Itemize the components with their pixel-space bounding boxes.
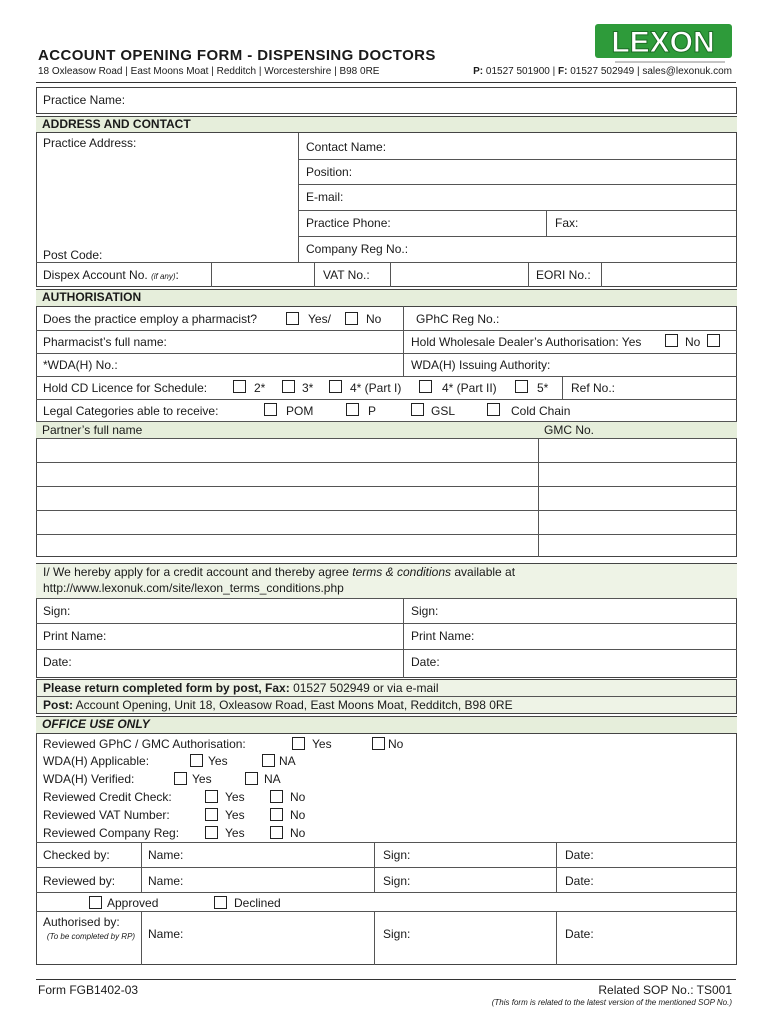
sign-label-1: Sign: [43, 604, 71, 618]
sched-3-checkbox[interactable] [282, 380, 295, 393]
practice-phone-label: Practice Phone: [306, 216, 391, 230]
checked-by-label: Checked by: [43, 848, 110, 862]
date-label-2: Date: [411, 655, 440, 669]
company-yes-label: Yes [225, 826, 245, 840]
vat-no-label: No [290, 808, 306, 822]
company-contact: P: 01527 501900 | F: 01527 502949 | sales@lexonuk.com [473, 66, 732, 77]
credit-yes-label: Yes [225, 790, 245, 804]
pom-checkbox[interactable] [264, 403, 277, 416]
gphc-yes-checkbox[interactable] [292, 737, 305, 750]
header-rule [36, 82, 736, 83]
form-number: Form FGB1402-03 [38, 983, 139, 997]
return-line-2: Post: Account Opening, Unit 18, Oxleasow Road, East Moons Moat, Redditch, B98 0RE [43, 698, 513, 712]
address-heading: ADDRESS AND CONTACT [36, 116, 737, 133]
gmc-col-label: GMC No. [544, 423, 595, 437]
wda-applicable-yes-label: Yes [208, 754, 228, 768]
gphc-no-label: No [388, 737, 404, 751]
vat-number-label: Reviewed VAT Number: [43, 808, 170, 822]
wda-applicable-yes-checkbox[interactable] [190, 754, 203, 767]
print-name-label-2: Print Name: [411, 629, 475, 643]
gphc-no-checkbox[interactable] [372, 737, 385, 750]
wda-verified-yes-label: Yes [192, 772, 212, 786]
wda-verified-na-label: NA [264, 772, 281, 786]
checked-name-label: Name: [148, 848, 184, 862]
reviewed-name-label: Name: [148, 874, 184, 888]
company-reg-review-label: Reviewed Company Reg: [43, 826, 180, 840]
wda-verified-yes-checkbox[interactable] [174, 772, 187, 785]
authorised-by-label: Authorised by: [43, 915, 120, 929]
sched-5-label: 5* [537, 381, 549, 395]
sign-label-2: Sign: [411, 604, 439, 618]
legal-categories-label: Legal Categories able to receive: [43, 404, 219, 418]
company-reg-label: Company Reg No.: [306, 242, 409, 256]
office-heading: OFFICE USE ONLY [36, 716, 737, 734]
credit-no-checkbox[interactable] [270, 790, 283, 803]
eori-label: EORI No.: [536, 268, 591, 282]
sched-4-part2-checkbox[interactable] [419, 380, 432, 393]
authorised-sign-label: Sign: [383, 927, 411, 941]
cd-licence-label: Hold CD Licence for Schedule: [43, 381, 208, 395]
wda-applicable-na-label: NA [279, 754, 296, 768]
gsl-checkbox[interactable] [411, 403, 424, 416]
print-name-label-1: Print Name: [43, 629, 107, 643]
pharmacist-name-label: Pharmacist’s full name: [43, 335, 167, 349]
approved-checkbox[interactable] [89, 896, 102, 909]
vat-yes-label: Yes [225, 808, 245, 822]
checked-date-label: Date: [565, 848, 594, 862]
svg-text:LEXON: LEXON [611, 26, 715, 59]
sched-4-part1-checkbox[interactable] [329, 380, 342, 393]
sop-note: (This form is related to the latest version of the mentioned SOP No.) [491, 998, 732, 1007]
wholesale-no-checkbox[interactable] [707, 334, 720, 347]
credit-yes-checkbox[interactable] [205, 790, 218, 803]
gphc-label: GPhC Reg No.: [416, 312, 500, 326]
company-yes-checkbox[interactable] [205, 826, 218, 839]
pharmacist-yes-label: Yes/ [308, 312, 331, 326]
pharmacist-no-label: No [366, 312, 382, 326]
lexon-logo [595, 22, 732, 64]
sched-2-checkbox[interactable] [233, 380, 246, 393]
reviewed-date-label: Date: [565, 874, 594, 888]
agreement-text: I/ We hereby apply for a credit account and thereby agree terms & conditions available at [43, 565, 516, 579]
dispex-label: Dispex Account No. (if any): [43, 268, 179, 282]
declined-label: Declined [234, 896, 281, 910]
return-line-1: Please return completed form by post, Fax: 01527 502949 or via e-mail [43, 681, 439, 695]
practice-address-label: Practice Address: [43, 136, 137, 150]
sched-2-label: 2* [254, 381, 266, 395]
company-no-label: No [290, 826, 306, 840]
rp-note: (To be completed by RP) [46, 932, 136, 941]
practice-name-label: Practice Name: [43, 93, 126, 107]
cold-chain-checkbox[interactable] [487, 403, 500, 416]
declined-checkbox[interactable] [214, 896, 227, 909]
position-label: Position: [306, 165, 353, 179]
pom-label: POM [286, 404, 314, 418]
gphc-yes-label: Yes [312, 737, 332, 751]
wda-verified-label: WDA(H) Verified: [43, 772, 135, 786]
reviewed-sign-label: Sign: [383, 874, 411, 888]
wholesale-yes-checkbox[interactable] [665, 334, 678, 347]
authorised-date-label: Date: [565, 927, 594, 941]
wda-no-label: *WDA(H) No.: [43, 358, 118, 372]
p-label: P [368, 404, 377, 418]
practice-name-field[interactable] [36, 87, 737, 114]
wda-applicable-na-checkbox[interactable] [262, 754, 275, 767]
post-code-label: Post Code: [43, 248, 103, 262]
gsl-label: GSL [431, 404, 456, 418]
p-checkbox[interactable] [346, 403, 359, 416]
sched-4-part1-label: 4* (Part I) [350, 381, 402, 395]
contact-name-label: Contact Name: [306, 140, 387, 154]
pharmacist-yes-checkbox[interactable] [286, 312, 299, 325]
partner-table-header [36, 422, 737, 438]
related-sop: Related SOP No.: TS001 [598, 983, 732, 997]
email-label: E-mail: [306, 190, 344, 204]
employ-pharmacist-label: Does the practice employ a pharmacist? [43, 312, 258, 326]
partner-col-label: Partner’s full name [42, 423, 143, 437]
cold-chain-label: Cold Chain [511, 404, 571, 418]
authorisation-heading: AUTHORISATION [36, 289, 737, 307]
wholesale-no-label: No [685, 335, 701, 349]
sched-5-checkbox[interactable] [515, 380, 528, 393]
date-label-1: Date: [43, 655, 72, 669]
ref-no-label: Ref No.: [571, 381, 616, 395]
sched-4-part2-label: 4* (Part II) [442, 381, 497, 395]
company-no-checkbox[interactable] [270, 826, 283, 839]
wholesale-label: Hold Wholesale Dealer’s Authorisation: Yes [411, 335, 642, 349]
terms-link[interactable]: http://www.lexonuk.com/site/lexon_terms_conditions.php [43, 581, 344, 595]
pharmacist-no-checkbox[interactable] [345, 312, 358, 325]
sched-3-label: 3* [302, 381, 314, 395]
vat-label: VAT No.: [323, 268, 370, 282]
credit-check-label: Reviewed Credit Check: [43, 790, 172, 804]
footer-rule [36, 979, 736, 980]
vat-yes-checkbox[interactable] [205, 808, 218, 821]
vat-no-checkbox[interactable] [270, 808, 283, 821]
reviewed-gphc-label: Reviewed GPhC / GMC Authorisation: [43, 737, 246, 751]
reviewed-by-label: Reviewed by: [43, 874, 116, 888]
form-title: ACCOUNT OPENING FORM - DISPENSING DOCTORS [38, 47, 436, 64]
credit-no-label: No [290, 790, 306, 804]
authorised-name-label: Name: [148, 927, 184, 941]
wda-applicable-label: WDA(H) Applicable: [43, 754, 150, 768]
checked-sign-label: Sign: [383, 848, 411, 862]
fax-label: Fax: [555, 216, 579, 230]
company-address: 18 Oxleasow Road | East Moons Moat | Redditch | Worcestershire | B98 0RE [38, 66, 380, 77]
wda-verified-na-checkbox[interactable] [245, 772, 258, 785]
approved-label: Approved [107, 896, 159, 910]
wda-authority-label: WDA(H) Issuing Authority: [411, 358, 551, 372]
